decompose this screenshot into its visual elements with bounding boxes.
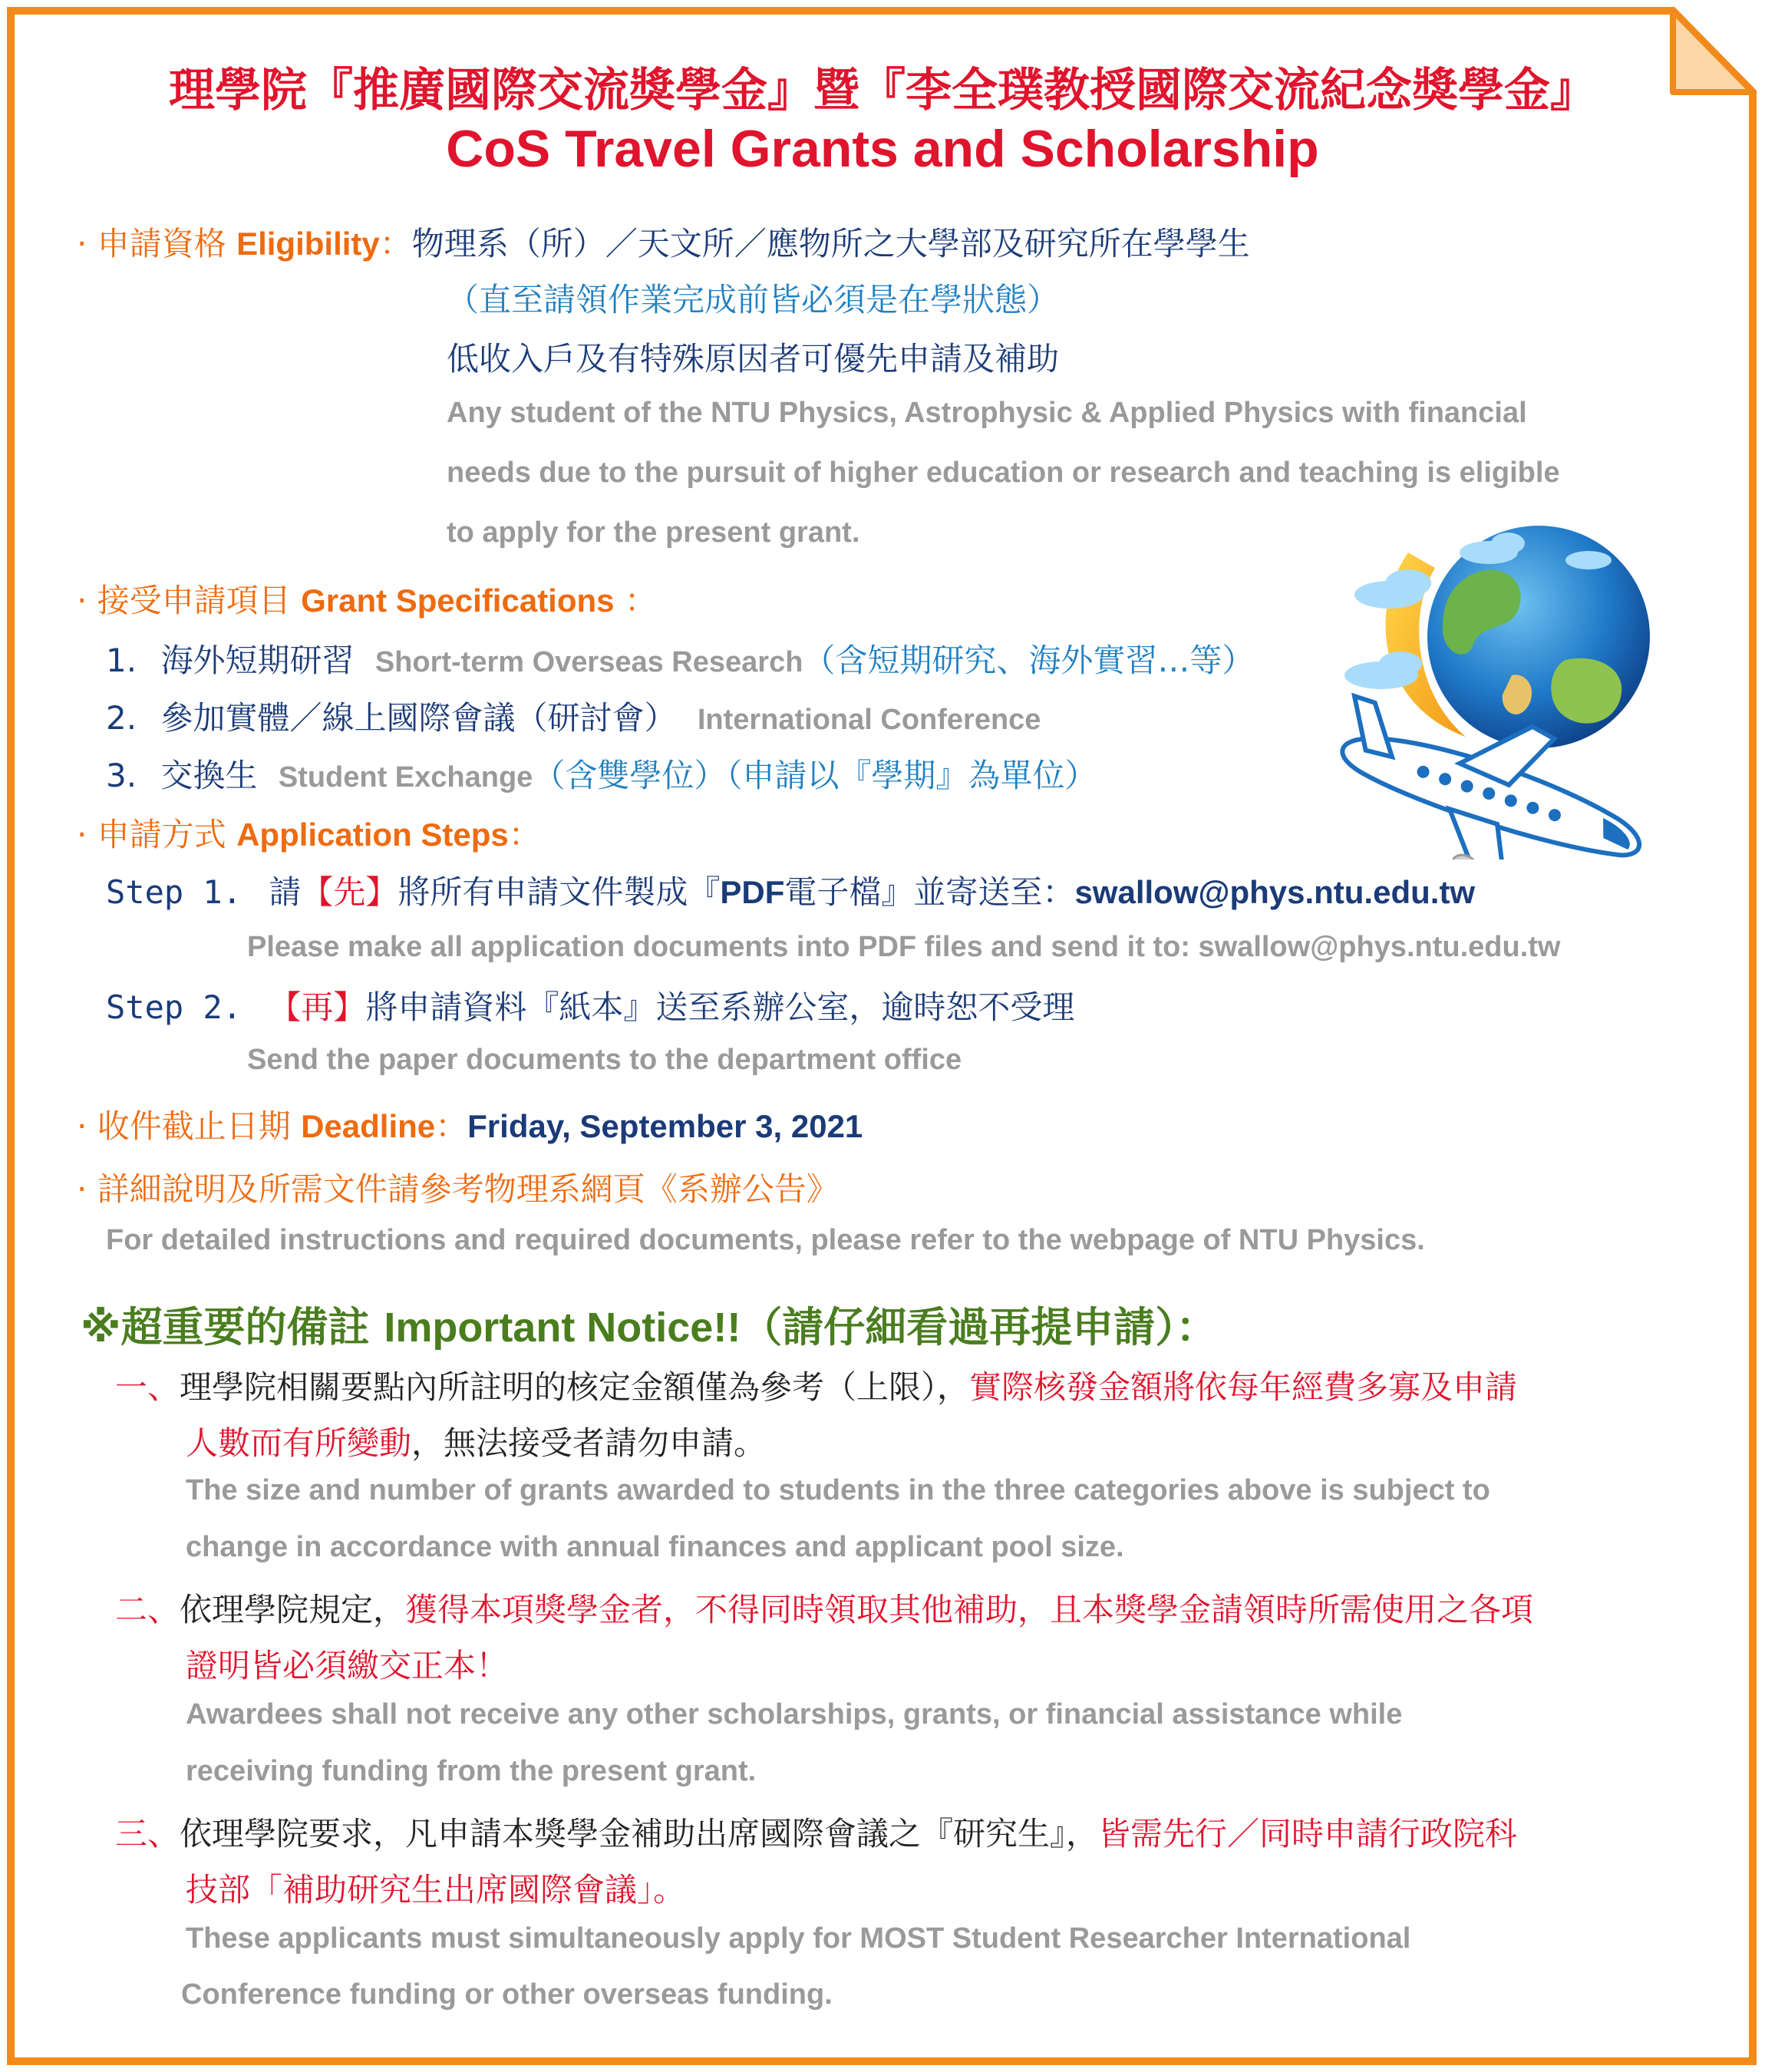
step-2-text: 將申請資料『紙本』送至系辦公室，逾時恕不受理 bbox=[365, 988, 1075, 1026]
notice-item-1-highlight: 實際核發金額將依每年經費多寡及申請 bbox=[969, 1368, 1518, 1406]
steps-label-cn: 申請方式 bbox=[97, 816, 226, 853]
deadline-colon: ： bbox=[435, 1107, 468, 1145]
step-2 bbox=[106, 982, 1074, 1028]
details-en: For detailed instructions and required documents, please refer to the webpage of NTU Physics. bbox=[106, 1224, 1425, 1256]
notice-item-2-highlight-2: 證明皆必須繳交正本！ bbox=[186, 1647, 509, 1684]
globe-airplane-illustration bbox=[1335, 506, 1704, 859]
grants-colon: ： bbox=[624, 582, 657, 619]
notice-item-1-text: 理學院相關要點內所註明的核定金額僅為參考（上限）， bbox=[180, 1368, 970, 1406]
deadline-row: · 收件截止日期 Deadline：Friday, September 3, 2021 bbox=[77, 1107, 863, 1145]
grant-item-2 bbox=[106, 693, 1041, 739]
grant-item-1-note: （含短期研究、海外實習…等） bbox=[803, 642, 1255, 679]
notice-item-3-en2: Conference funding or other overseas funding. bbox=[181, 1978, 833, 2011]
eligibility-en-line2: needs due to the pursuit of higher education or research and teaching is eligible bbox=[447, 457, 1560, 489]
notice-suffix: （請仔細看過再提申請）： bbox=[741, 1303, 1218, 1351]
grant-item-1 bbox=[106, 635, 1254, 681]
step-1-text-e: 電子檔』並寄送至： bbox=[784, 873, 1075, 911]
eligibility-heading: · 申請資格 Eligibility：物理系（所）／天文所／應物所之大學部及研究所在學學生 bbox=[77, 225, 1250, 262]
title-english: CoS Travel Grants and Scholarship bbox=[446, 120, 1319, 178]
notice-item-2-text: 依理學院規定， bbox=[180, 1591, 406, 1628]
step-2-label: Step 2. bbox=[106, 988, 242, 1026]
step-1-text-c: 將所有申請文件製成『 bbox=[398, 873, 721, 911]
step-2-en: Send the paper documents to the department office bbox=[247, 1044, 962, 1076]
deadline-date: Friday, September 3, 2021 bbox=[467, 1108, 863, 1144]
notice-item-1-en2: change in accordance with annual finances and applicant pool size. bbox=[186, 1531, 1124, 1563]
notice-item-2-highlight: 獲得本項獎學金者，不得同時領取其他補助，且本獎學金請領時所需使用之各項 bbox=[405, 1591, 1534, 1628]
steps-colon: ： bbox=[508, 816, 541, 853]
notice-item-2-en1: Awardees shall not receive any other scholarships, grants, or financial assistance while bbox=[186, 1698, 1403, 1731]
eligibility-line1: 物理系（所）／天文所／應物所之大學部及研究所在學學生 bbox=[411, 225, 1250, 262]
grant-item-2-number: 2. bbox=[106, 699, 137, 737]
eligibility-label-cn: 申請資格 bbox=[97, 225, 226, 262]
notice-item-2-number: 二、 bbox=[115, 1591, 180, 1628]
eligibility-line3: 低收入戶及有特殊原因者可優先申請及補助 bbox=[447, 340, 1060, 378]
notice-item-3-highlight-2: 技部「補助研究生出席國際會議」。 bbox=[186, 1871, 686, 1909]
eligibility-colon: ： bbox=[379, 225, 412, 262]
grant-item-3-en: Student Exchange bbox=[278, 761, 533, 793]
notice-item-1-text-2: ，無法接受者請勿申請。 bbox=[411, 1424, 767, 1462]
notice-item-1 bbox=[115, 1362, 1517, 1408]
grant-item-1-cn: 海外短期研習 bbox=[160, 642, 355, 679]
steps-label-en: Application Steps bbox=[236, 817, 509, 853]
grant-item-3 bbox=[106, 751, 1097, 797]
grant-item-3-number: 3. bbox=[106, 757, 137, 794]
notice-item-3-highlight: 皆需先行／同時申請行政院科 bbox=[1098, 1815, 1518, 1853]
notice-item-3-number: 三、 bbox=[115, 1815, 180, 1853]
step-1-email-link[interactable]: swallow@phys.ntu.edu.tw bbox=[1074, 874, 1476, 910]
grant-item-1-en: Short-term Overseas Research bbox=[374, 646, 803, 678]
notice-prefix: ※超重要的備註 bbox=[81, 1303, 370, 1351]
grants-heading: · 接受申請項目 Grant Specifications ： bbox=[77, 582, 657, 619]
eligibility-line2: （直至請領作業完成前皆必須是在學狀態） bbox=[447, 281, 1060, 318]
notice-item-3-en1: These applicants must simultaneously apply for MOST Student Researcher International bbox=[186, 1922, 1411, 1955]
step-1-text-a: 請 bbox=[269, 873, 302, 911]
notice-item-3 bbox=[115, 1809, 1517, 1855]
step-1-en: Please make all application documents into PDF files and send it to: swallow@phys.ntu.edu.tw bbox=[247, 931, 1561, 963]
grants-label-cn: 接受申請項目 bbox=[97, 582, 291, 619]
step-1 bbox=[106, 867, 1475, 913]
grant-item-3-cn: 交換生 bbox=[160, 757, 258, 794]
notice-item-3-text: 依理學院要求，凡申請本獎學金補助出席國際會議之『研究生』， bbox=[180, 1815, 1099, 1853]
notice-item-1-en1: The size and number of grants awarded to students in the three categories above is subject to bbox=[186, 1474, 1490, 1506]
grant-item-2-cn: 參加實體／線上國際會議（研討會） bbox=[160, 699, 677, 737]
eligibility-label-en: Eligibility bbox=[236, 226, 380, 262]
deadline-label-en: Deadline bbox=[301, 1108, 436, 1144]
deadline-label-cn: 收件截止日期 bbox=[97, 1107, 291, 1145]
step-1-label: Step 1. bbox=[106, 873, 242, 911]
step-2-then-marker: 【再】 bbox=[269, 988, 366, 1026]
details-row: · 詳細說明及所需文件請參考物理系網頁《系辦公告》 bbox=[77, 1170, 839, 1208]
notice-item-1-number: 一、 bbox=[115, 1368, 180, 1406]
notice-item-1-line2 bbox=[186, 1418, 766, 1464]
grant-item-3-note: （含雙學位）（申請以『學期』為單位） bbox=[533, 757, 1097, 794]
step-1-pdf: PDF bbox=[720, 874, 785, 910]
grant-item-1-number: 1. bbox=[106, 642, 137, 679]
grants-label-en: Grant Specifications bbox=[301, 582, 615, 619]
notice-item-2 bbox=[115, 1585, 1533, 1631]
notice-item-2-en2: receiving funding from the present grant. bbox=[186, 1755, 757, 1787]
eligibility-en-line1: Any student of the NTU Physics, Astrophysic & Applied Physics with financial bbox=[447, 397, 1527, 429]
details-cn: 詳細說明及所需文件請參考物理系網頁《系辦公告》 bbox=[97, 1170, 839, 1208]
notice-label-en: Important Notice!! bbox=[384, 1305, 741, 1351]
grant-item-2-en: International Conference bbox=[697, 704, 1041, 736]
steps-heading: · 申請方式 Application Steps： bbox=[77, 816, 541, 853]
step-1-first-marker: 【先】 bbox=[301, 873, 398, 911]
notice-item-1-highlight-2: 人數而有所變動 bbox=[186, 1424, 412, 1462]
eligibility-en-line3: to apply for the present grant. bbox=[447, 516, 860, 549]
notice-heading bbox=[81, 1295, 1217, 1354]
title-chinese: 理學院『推廣國際交流獎學金』暨『李全璞教授國際交流紀念獎學金』 bbox=[169, 64, 1596, 117]
